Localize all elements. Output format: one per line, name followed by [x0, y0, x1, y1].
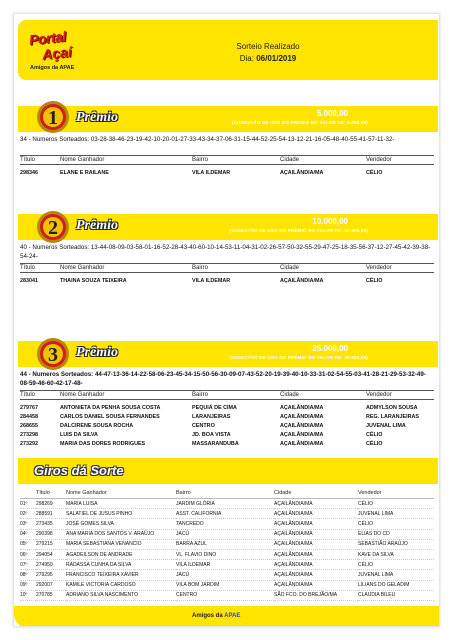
giros-vendedor: CLAUDIA BILEU [358, 590, 434, 600]
winner-vendedor: CÉLIO [366, 441, 383, 447]
winner-vendedor: CÉLIO [366, 170, 383, 176]
giros-cidade: AÇAILÂNDIA/MA [274, 499, 358, 509]
col-bairro: Bairro [176, 489, 274, 499]
table-row [20, 431, 434, 440]
col-vendedor: Vendedor [366, 391, 434, 400]
prize-1-banner [18, 106, 438, 132]
winner-cidade: AÇAILÂNDIA/MA [280, 405, 324, 411]
giros-titulo: 270785 [36, 590, 66, 600]
winner-titulo: 284458 [20, 414, 38, 420]
prize-3-amount: 25.000,00 [312, 344, 348, 353]
prize-3-note: (SUGESTÃO DE USO DO PRÊMIO NO VALOR DE: 25.000,00) [229, 355, 368, 360]
giros-row [20, 539, 434, 549]
giros-nome: RADASSA CUNHA DA SILVA [66, 560, 176, 570]
giros-vendedor: CÉLIO [358, 560, 434, 570]
logo-line1: Portal [28, 28, 67, 48]
prize-3-drawn-numbers: 44 - Numeros Sorteados: 44-47-13-36-14-22-58-06-23-45-34-15-50-56-30-09-07-43-52-20-19-39-40-10-33-31-02-54-55-03-41-28-21-29-53-32-49-08-59-46-60-42-17-48- [20, 371, 426, 387]
giros-pos: 10º [20, 590, 36, 600]
prize-2-banner [18, 214, 438, 240]
giros-cidade: AÇAILÂNDIA/MA [274, 519, 358, 529]
giros-bairro: JARDIM GLÓRIA [176, 499, 274, 509]
winner-vendedor: ADMYLSON SOUSA [366, 405, 418, 411]
giros-titulo: 290398 [36, 529, 66, 539]
prize-2-winners-table [20, 263, 434, 286]
winner-bairro: MASSARANDUBA [192, 441, 239, 447]
winner-bairro: PEQUIÁ DE CIMA [192, 405, 237, 411]
winner-nome: THAINA SOUZA TEIXEIRA [60, 278, 127, 284]
medal-2-icon [36, 210, 70, 244]
winner-nome: ELANE E RAILANE [60, 170, 109, 176]
medal-1-icon [36, 100, 70, 134]
giros-nome: SALATIEL DE JUSUS PINHO [66, 509, 176, 519]
giros-nome: MARIA SEBASTIANA VENANCIO [66, 539, 176, 549]
giros-nome: ADRIANO SILVA NASCIMENTO [66, 590, 176, 600]
prize-1-amount: 5.000,00 [316, 109, 348, 118]
prize-1-drawn-numbers: 34 - Numeros Sorteados: 03-28-38-46-23-19-42-10-20-01-27-33-43-34-37-06-31-15-44-52-25-54-13-12-21-16-05-48-40-55-41-57-11-32- [20, 136, 395, 143]
giros-pos: 06º [20, 549, 36, 559]
col-vendedor: Vendedor [366, 264, 434, 273]
winner-cidade: AÇAILÂNDIA/MA [280, 441, 324, 447]
giros-pos: 03º [20, 519, 36, 529]
winner-bairro: LARANJEIRAS [192, 414, 231, 420]
giros-nome: JOSÉ GOMES SILVA [66, 519, 176, 529]
svg-text:1: 1 [48, 107, 58, 129]
col-bairro: Bairro [192, 391, 280, 400]
giros-titulo: 273435 [36, 519, 66, 529]
winner-bairro: VILA ILDEMAR [192, 170, 231, 176]
giros-row [20, 549, 434, 559]
giros-pos: 02º [20, 509, 36, 519]
col-cidade: Cidade [280, 156, 366, 165]
table-row [20, 440, 434, 449]
col-bairro: Bairro [192, 156, 280, 165]
giros-row [20, 590, 434, 600]
col-cidade: Cidade [280, 264, 366, 273]
winner-titulo: 298346 [20, 170, 38, 176]
medal-3-icon [36, 337, 70, 371]
giros-pos: 08º [20, 570, 36, 580]
winner-cidade: AÇAILÂNDIA/MA [280, 423, 324, 429]
prize-1-note: (SUGESTÃO DE USO DO PRÊMIO NO VALOR DE: 5.000,00) [232, 120, 368, 125]
table-row [20, 400, 434, 413]
winner-vendedor: JUVENAL LIMA [366, 423, 406, 429]
giros-cidade: AÇAILÂNDIA/MA [274, 509, 358, 519]
prize-1-winners-table [20, 155, 434, 178]
svg-text:3: 3 [48, 344, 58, 366]
date-value: 06/01/2019 [256, 54, 297, 63]
giros-vendedor: ELIAS DO CD [358, 529, 434, 539]
giros-table [20, 489, 434, 601]
giros-pos: 01º [20, 499, 36, 509]
col-titulo: Título [20, 264, 60, 273]
prize-3-word: Prêmio [76, 345, 118, 360]
giros-title: Giros dá Sorte [34, 463, 124, 478]
giros-row [20, 570, 434, 580]
col-titulo: Título [20, 156, 60, 165]
col-nome: Nome Ganhador [60, 156, 192, 165]
giros-row [20, 499, 434, 509]
col-nome: Nome Ganhador [60, 391, 192, 400]
giros-bairro: VILA BOM JARDIM [176, 580, 274, 590]
prize-1-word: Prêmio [76, 110, 118, 125]
giros-nome: KAMILE VICTORIA CARDOSO [66, 580, 176, 590]
col-nome: Nome Ganhador [66, 489, 176, 499]
winner-cidade: AÇAILÂNDIA/MA [280, 278, 324, 284]
header-banner [18, 20, 438, 80]
giros-bairro: ASST. CALIFORNIA [176, 509, 274, 519]
giros-pos: 05º [20, 539, 36, 549]
winner-bairro: JD. BOA VISTA [192, 432, 231, 438]
giros-cidade: AÇAILÂNDIA/MA [274, 570, 358, 580]
giros-bairro: CENTRO [176, 590, 274, 600]
col-vendedor: Vendedor [358, 489, 434, 499]
giros-pos: 09º [20, 580, 36, 590]
giros-cidade: AÇAILÂNDIA/MA [274, 539, 358, 549]
result-sheet [13, 13, 440, 627]
giros-vendedor: CÉLIO [358, 519, 434, 529]
footer-banner [14, 606, 440, 627]
giros-nome: ANA MARIA DOS SANTOS V. ARAÚJO [66, 529, 176, 539]
giros-cidade: AÇAILÂNDIA/MA [274, 549, 358, 559]
giros-row [20, 580, 434, 590]
winner-nome: MARIA DAS DORES RODRIGUES [60, 441, 146, 447]
winner-nome: DALCIRENE SOUSA ROCHA [60, 423, 134, 429]
prize-3-banner [18, 341, 438, 367]
prize-2-drawn-numbers: 40 - Numeros Sorteados: 13-44-08-09-03-58-01-16-52-28-43-40-60-10-14-53-11-04-31-02-26-57-50-32-55-29-47-25-18-35-56-37-12-27-45-42-39-38-54-24- [20, 244, 431, 260]
winner-cidade: AÇAILÂNDIA/MA [280, 170, 324, 176]
giros-row [20, 519, 434, 529]
giros-row [20, 560, 434, 570]
logo-line2: Açaí [41, 43, 73, 63]
giros-bairro: VILA ILDEMAR [176, 560, 274, 570]
prize-2-amount: 10.000,00 [312, 217, 348, 226]
giros-cidade: SÃO FCO. DO BREJÃO/MA [274, 590, 358, 600]
giros-cidade: AÇAILÂNDIA/MA [274, 560, 358, 570]
winner-titulo: 268655 [20, 423, 38, 429]
winner-titulo: 273298 [20, 432, 38, 438]
col-cidade: Cidade [280, 391, 366, 400]
giros-nome: MARIA LUISA [66, 499, 176, 509]
col-cidade: Cidade [274, 489, 358, 499]
draw-date [168, 54, 368, 63]
portal-acai-logo [24, 24, 94, 78]
giros-titulo: 288591 [36, 509, 66, 519]
giros-vendedor: KAVE DA SILVA [358, 549, 434, 559]
winner-nome: CARLOS DANIEL SOUSA FERNANDES [60, 414, 160, 420]
giros-titulo: 279295 [36, 570, 66, 580]
winner-bairro: VILA ILDEMAR [192, 278, 231, 284]
giros-bairro: TANCREDO [176, 519, 274, 529]
table-row [20, 413, 434, 422]
giros-nome: FRANCISCO TEIXEIRA XAVIER [66, 570, 176, 580]
winner-vendedor: CÉLIO [366, 278, 383, 284]
apae-logo: APAE [224, 613, 241, 619]
giros-vendedor: SEBASTIÃO ARAÚJO [358, 539, 434, 549]
svg-text:2: 2 [48, 217, 58, 239]
winner-vendedor: CÉLIO [366, 432, 383, 438]
page-title: Sorteio Realizado [236, 42, 300, 51]
giros-cidade: AÇAILÂNDIA/MA [274, 529, 358, 539]
footer-prefix: Amigos da [192, 613, 223, 619]
col-nome: Nome Ganhador [60, 264, 192, 273]
giros-nome: AGADEILSON DE ANDRADE [66, 549, 176, 559]
giros-bairro: VL. FLAVIO DINO [176, 549, 274, 559]
col-position [20, 489, 36, 499]
date-label: Dia: [239, 54, 254, 63]
winner-titulo: 279767 [20, 405, 38, 411]
giros-banner [18, 458, 438, 484]
giros-vendedor: JUVENAL LIMA [358, 509, 434, 519]
winner-titulo: 283041 [20, 278, 38, 284]
giros-pos: 07º [20, 560, 36, 570]
prize-3-winners-table [20, 390, 434, 449]
giros-titulo: 294054 [36, 549, 66, 559]
table-row [20, 165, 434, 178]
giros-vendedor: CÉLIO [358, 499, 434, 509]
giros-bairro: JACÚ [176, 529, 274, 539]
giros-bairro: JACÚ [176, 570, 274, 580]
giros-titulo: 298269 [36, 499, 66, 509]
footer-brand [192, 613, 240, 619]
col-bairro: Bairro [192, 264, 280, 273]
winner-nome: LUIS DA SILVA [60, 432, 98, 438]
giros-titulo: 279215 [36, 539, 66, 549]
prize-2-word: Prêmio [76, 218, 118, 233]
table-row [20, 422, 434, 431]
col-vendedor: Vendedor [366, 156, 434, 165]
giros-titulo: 274950 [36, 560, 66, 570]
prize-2-note: (SUGESTÃO DE USO DO PRÊMIO NO VALOR DE: 10.000,00) [229, 228, 368, 233]
winner-titulo: 273292 [20, 441, 38, 447]
giros-vendedor: LILIANS DO GELADIM [358, 580, 434, 590]
giros-titulo: 292007 [36, 580, 66, 590]
giros-bairro: BARRA AZUL [176, 539, 274, 549]
table-row [20, 273, 434, 286]
giros-row [20, 529, 434, 539]
giros-row [20, 509, 434, 519]
col-titulo: Título [20, 391, 60, 400]
giros-cidade: AÇAILÂNDIA/MA [274, 580, 358, 590]
winner-nome: ANTONIETA DA PENHA SOUSA COSTA [60, 405, 161, 411]
winner-cidade: AÇAILÂNDIA/MA [280, 414, 324, 420]
winner-vendedor: REG. LARANJEIRAS [366, 414, 420, 420]
giros-vendedor: JUVENAL LIMA [358, 570, 434, 580]
logo-subtitle: Amigos da APAE [30, 65, 75, 71]
winner-bairro: CENTRO [192, 423, 215, 429]
giros-pos: 04º [20, 529, 36, 539]
col-titulo: Título [36, 489, 66, 499]
winner-cidade: AÇAILÂNDIA/MA [280, 432, 324, 438]
